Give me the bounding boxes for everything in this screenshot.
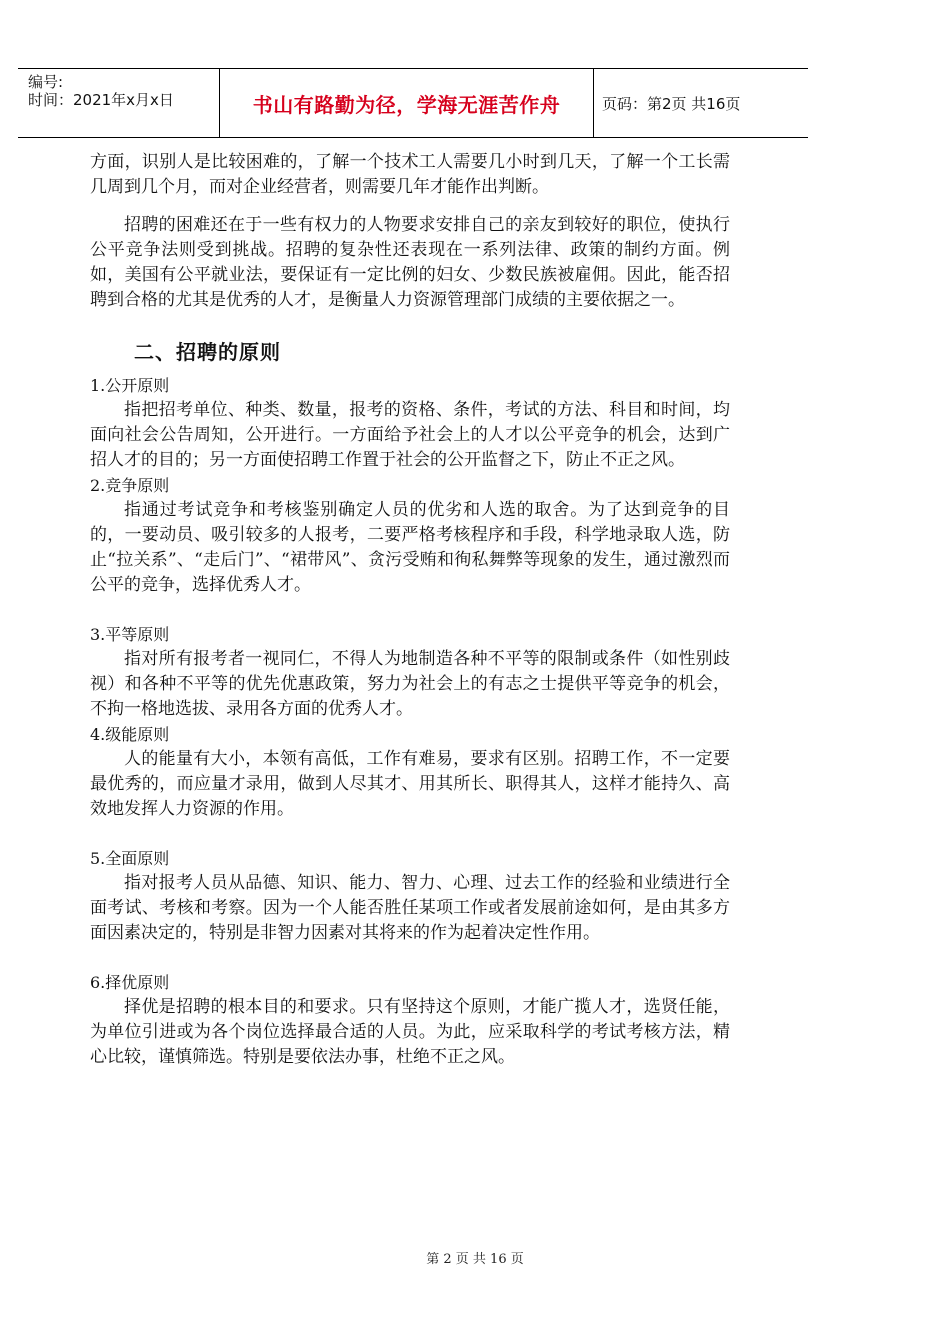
principle-3	[90, 622, 730, 722]
principle-6	[90, 970, 730, 1070]
document-number-label: 编号:	[28, 73, 64, 91]
principle-4	[90, 722, 730, 822]
principle-title: 1.公开原则	[90, 376, 170, 395]
header-page-cell	[594, 69, 808, 137]
principle-text: 人的能量有大小，本领有高低，工作有难易，要求有区别。招聘工作，不一定要最优秀的，而应量才录用，做到人尽其才、用其所长、职得其人，这样才能持久、高效地发挥人力资源的作用。	[90, 749, 730, 819]
page-header	[18, 68, 808, 138]
principle-2	[90, 473, 730, 598]
principle-text: 指对所有报考者一视同仁，不得人为地制造各种不平等的限制或条件（如性别歧视）和各种不平等的优先优惠政策，努力为社会上的有志之士提供平等竞争的机会，不拘一格地选拔、录用各方面的优秀人才。	[90, 649, 730, 719]
principle-title: 5.全面原则	[90, 849, 170, 868]
document-time-label: 时间：2021年x月x日	[28, 91, 174, 109]
principle-1	[90, 373, 730, 473]
principle-title: 3.平等原则	[90, 625, 170, 644]
header-page-code: 页码：第2页 共16页	[602, 94, 741, 113]
principle-title: 2.竞争原则	[90, 476, 170, 495]
intro-paragraph-end: 方面，识别人是比较困难的，了解一个技术工人需要几小时到几天，了解一个工长需几周到几个月，而对企业经营者，则需要几年才能作出判断。	[90, 152, 730, 197]
header-motto: 书山有路勤为径，学海无涯苦作舟	[252, 92, 561, 117]
principle-text: 指把招考单位、种类、数量，报考的资格、条件，考试的方法、科目和时间，均面向社会公告周知，公开进行。一方面给予社会上的人才以公平竞争的机会，达到广招人才的目的；另一方面使招聘工作置于社会的公开监督之下，防止不正之风。	[90, 400, 730, 470]
principle-5	[90, 846, 730, 946]
page-footer: 第 2 页 共 16 页	[426, 1252, 524, 1267]
header-meta-cell	[18, 69, 220, 137]
principle-title: 4.级能原则	[90, 725, 170, 744]
difficulty-paragraph: 招聘的困难还在于一些有权力的人物要求安排自己的亲友到较好的职位，使执行公平竞争法则受到挑战。招聘的复杂性还表现在一系列法律、政策的制约方面。例如，美国有公平就业法，要保证有一定比例的妇女、少数民族被雇佣。因此，能否招聘到合格的尤其是优秀的人才，是衡量人力资源管理部门成绩的主要依据之一。	[90, 215, 730, 310]
principle-text: 择优是招聘的根本目的和要求。只有坚持这个原则，才能广揽人才，选贤任能，为单位引进或为各个岗位选择最合适的人员。为此，应采取科学的考试考核方法，精心比较，谨慎筛选。特别是要依法办事，杜绝不正之风。	[90, 997, 730, 1067]
principle-text: 指对报考人员从品德、知识、能力、智力、心理、过去工作的经验和业绩进行全面考试、考核和考察。因为一个人能否胜任某项工作或者发展前途如何，是由其多方面因素决定的，特别是非智力因素对其将来的作为起着决定性作用。	[90, 873, 730, 943]
principle-text: 指通过考试竞争和考核鉴别确定人员的优劣和人选的取舍。为了达到竞争的目的，一要动员、吸引较多的人报考，二要严格考核程序和手段，科学地录取人选，防止“拉关系”、“走后门”、“裙带风”、贪污受贿和徇私舞弊等现象的发生，通过激烈而公平的竞争，选择优秀人才。	[90, 500, 730, 595]
principle-title: 6.择优原则	[90, 973, 170, 992]
header-motto-cell	[220, 69, 594, 137]
document-body	[90, 150, 730, 1070]
section-title: 二、招聘的原则	[134, 340, 281, 364]
